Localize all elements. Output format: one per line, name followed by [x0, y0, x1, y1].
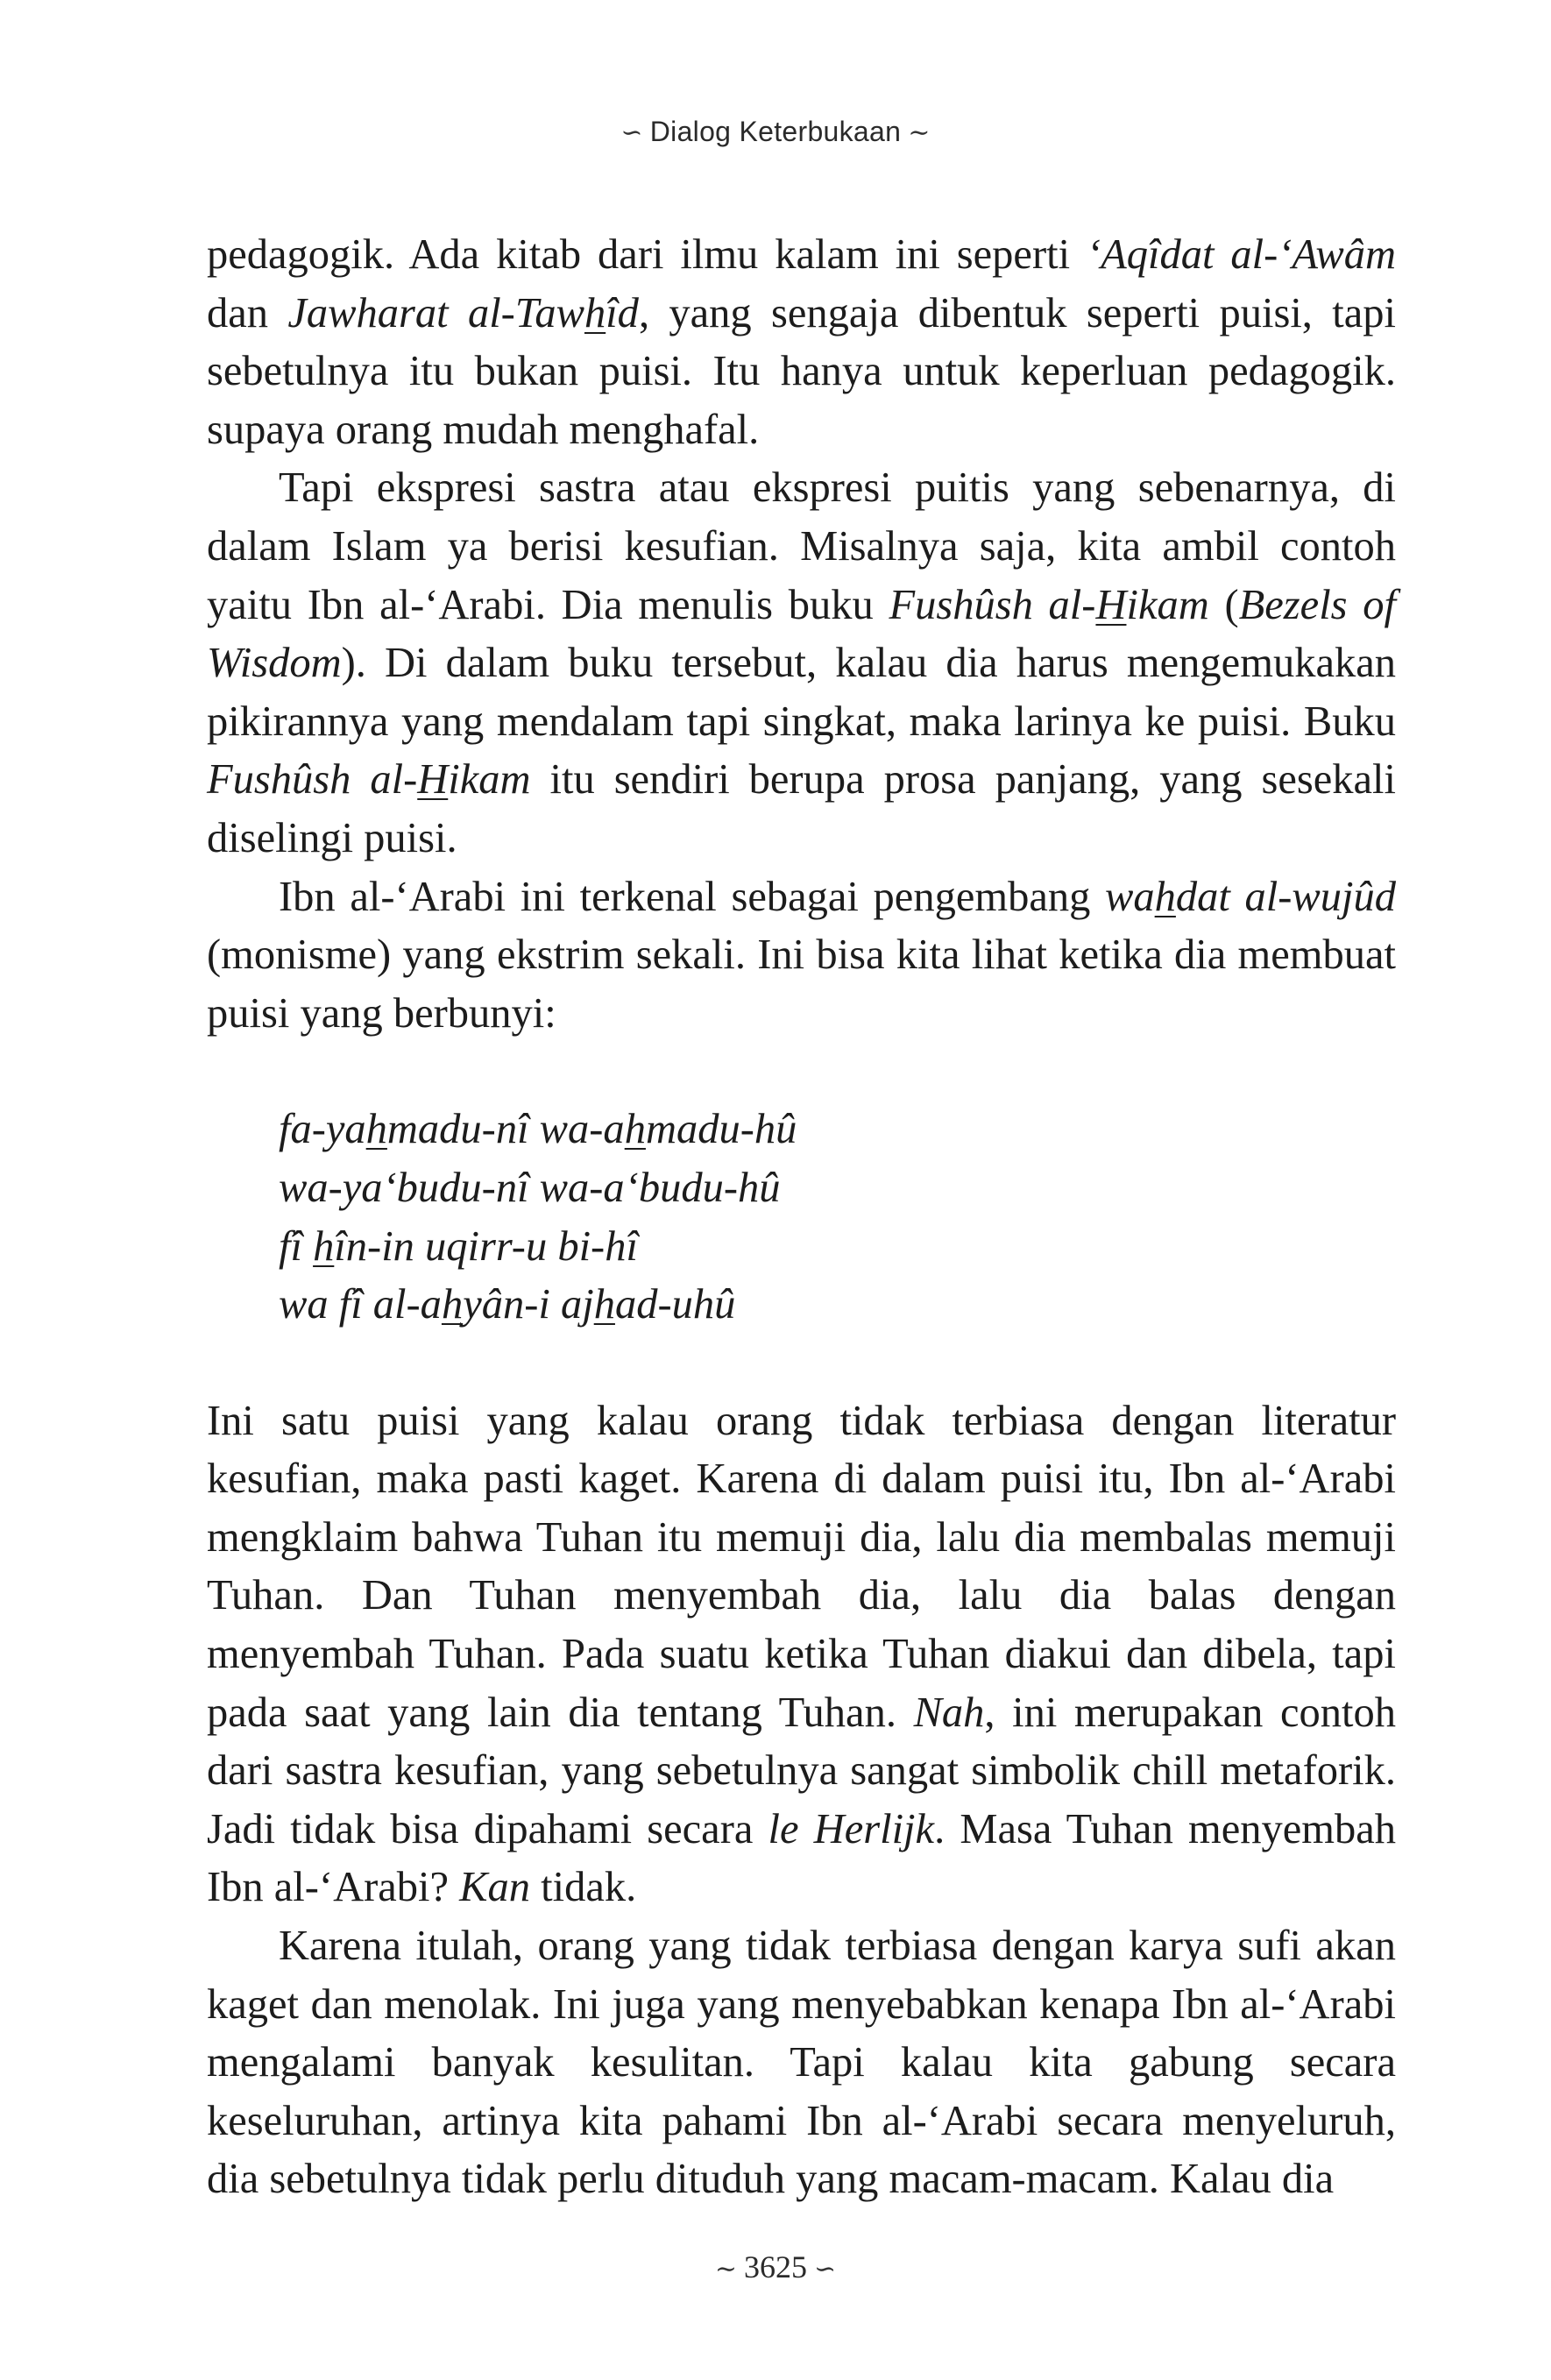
italic-text: H	[417, 756, 449, 804]
italic-text: Fushûsh al-	[889, 581, 1096, 628]
text-run: fa-ya	[279, 1106, 366, 1153]
text-run: Ini satu puisi yang kalau orang tidak terbiasa dengan literatur kesufian, maka pasti kaget. Karena di dalam puisi itu, Ibn al-‘Arabi mengklaim bahwa Tuhan itu memuji dia, lalu dia membalas memuji Tuhan. Dan Tuhan menyembah dia, lalu dia balas dengan menyembah Tuhan. Pada suatu ketika Tuhan diakui dan dibela, tapi pada saat yang lain dia tentang Tuhan.	[207, 1397, 1396, 1736]
poem-verse	[279, 1101, 1396, 1334]
text-run: h	[365, 1106, 387, 1153]
italic-text: ‘Aqîdat al-‘Awâm	[1086, 231, 1396, 278]
ornament-right-icon: ∽	[814, 2254, 837, 2284]
text-run: h	[624, 1106, 646, 1153]
italic-text: le Herlijk	[768, 1805, 935, 1852]
italic-text: Jawharat al-Taw	[287, 289, 584, 336]
text-run: . Masa Tuhan menyembah Ibn al-‘Arabi?	[207, 1805, 1397, 1911]
text-run: (monisme) yang ekstrim sekali. Ini bisa kita lihat ketika dia membuat puisi yang berbunyi:	[207, 931, 1396, 1037]
italic-text: Bezels of Wisdom	[207, 581, 1396, 687]
text-run: madu-hû	[645, 1106, 797, 1153]
running-header-title: Dialog Keterbukaan	[649, 116, 902, 147]
italic-text: wa	[1105, 873, 1155, 920]
paragraph	[207, 226, 1396, 459]
italic-text: ikam	[1126, 581, 1209, 628]
text-run: madu-nî wa-a	[386, 1106, 625, 1153]
italic-text: h	[584, 289, 606, 336]
italic-text: ikam	[448, 756, 531, 804]
ornament-left-icon: ∽	[620, 117, 643, 148]
text-run: yân-i aj	[463, 1281, 594, 1328]
text-run: dan	[207, 289, 288, 336]
italic-text: Nah	[913, 1689, 985, 1736]
page-footer	[0, 2249, 1551, 2285]
paragraph	[207, 868, 1396, 1044]
paragraph	[207, 1392, 1396, 1917]
text-run: Ibn al-‘Arabi ini terkenal sebagai pengembang	[279, 873, 1106, 920]
text-run: , ini merupakan contoh dari sastra kesufian, yang sebetulnya sangat simbolik chill metaforik. Jadi tidak bisa dipahami secara	[207, 1689, 1396, 1852]
page-number: 3625	[744, 2249, 807, 2284]
text-run: itu sendiri berupa prosa panjang, yang sesekali diselingi puisi.	[207, 756, 1397, 861]
running-header	[0, 116, 1551, 148]
text-run: în-in uqirr-u bi-hî	[334, 1222, 638, 1270]
verse-line	[279, 1276, 1396, 1335]
text-run: (	[1208, 581, 1239, 628]
text-run: ). Di dalam buku tersebut, kalau dia harus mengemukakan pikirannya yang mendalam tapi singkat, maka larinya ke puisi. Buku	[207, 640, 1396, 745]
text-run: tidak.	[530, 1864, 637, 1911]
ornament-left-icon: ∼	[714, 2254, 737, 2284]
ornament-right-icon: ∼	[908, 117, 931, 148]
text-run: wa-ya‘budu-nî wa-a‘budu-hû	[279, 1164, 781, 1211]
paragraph	[207, 459, 1396, 868]
italic-text: h	[1154, 873, 1176, 920]
text-run: h	[313, 1222, 335, 1270]
text-run: Karena itulah, orang yang tidak terbiasa dengan karya sufi akan kaget dan menolak. Ini juga yang menyebabkan kenapa Ibn al-‘Arabi mengalami banyak kesulitan. Tapi kalau kita gabung secara keseluruhan, artinya kita pahami Ibn al-‘Arabi secara menyeluruh, dia sebetulnya tidak perlu dituduh yang macam-macam. Kalau dia	[207, 1923, 1396, 2203]
italic-text: Kan	[459, 1864, 531, 1911]
text-run: fî	[279, 1222, 314, 1270]
text-run: h	[593, 1281, 615, 1328]
italic-text: H	[1095, 581, 1127, 628]
body-text	[207, 226, 1396, 2209]
verse-line	[279, 1159, 1396, 1218]
text-run: pedagogik. Ada kitab dari ilmu kalam ini seperti	[207, 231, 1087, 278]
text-run: ad-uhû	[614, 1281, 736, 1328]
text-run: wa fî al-a	[279, 1281, 442, 1328]
italic-text: dat al-wujûd	[1175, 873, 1396, 920]
text-run: Tapi ekspresi sastra atau ekspresi puitis yang sebenarnya, di dalam Islam ya berisi kesufian. Misalnya saja, kita ambil contoh yaitu Ibn al-‘Arabi. Dia menulis buku	[207, 464, 1396, 628]
italic-text: Fushûsh al-	[207, 756, 418, 804]
text-run: , yang sengaja dibentuk seperti puisi, tapi sebetulnya itu bukan puisi. Itu hanya untuk keperluan pedagogik. supaya orang mudah menghafal.	[207, 289, 1396, 453]
paragraph	[207, 1917, 1396, 2209]
verse-line	[279, 1218, 1396, 1277]
verse-line	[279, 1101, 1396, 1159]
italic-text: îd	[606, 289, 639, 336]
text-run: h	[441, 1281, 464, 1328]
